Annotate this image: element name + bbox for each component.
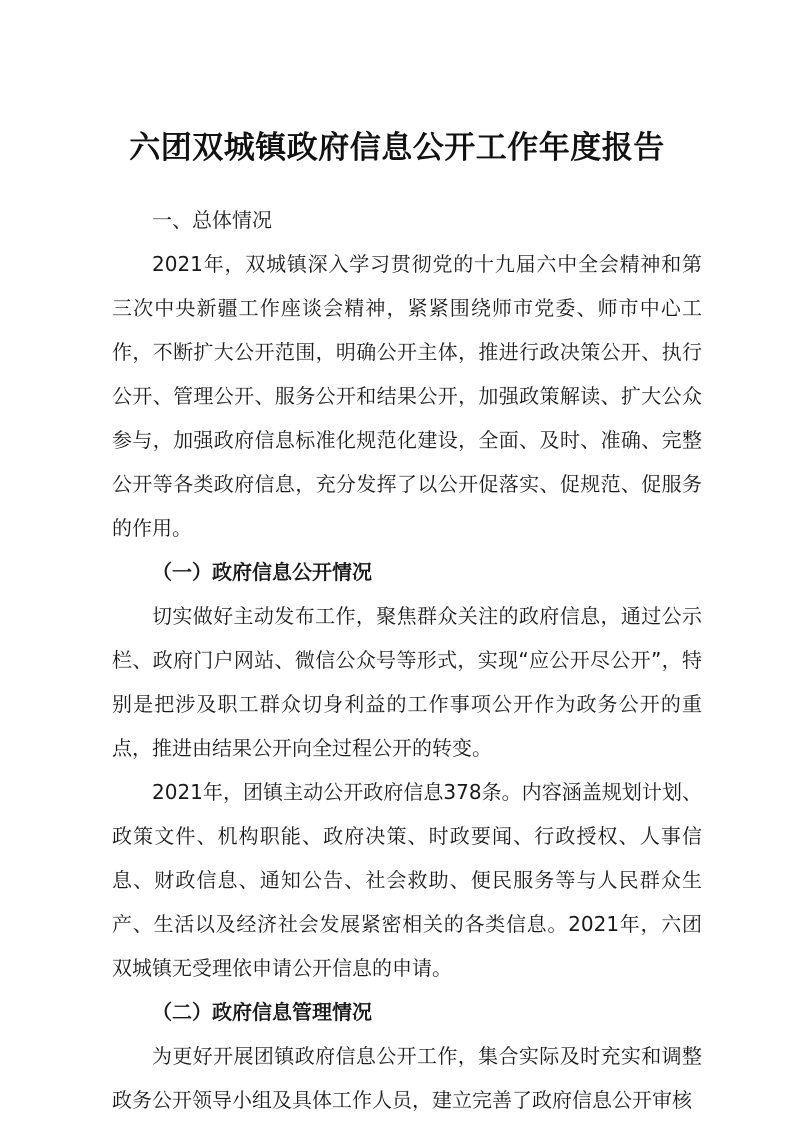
management-paragraph: 为更好开展团镇政府信息公开工作，集合实际及时充实和调整政务公开领导小组及具体工作人员，建立完善了政府信息公开审核	[112, 1044, 702, 1112]
disclosure-paragraph-2: 2021年，团镇主动公开政府信息378条。内容涵盖规划计划、政策文件、机构职能、政府决策、时政要闻、行政授权、人事信息、财政信息、通知公告、社会救助、便民服务等与人民群众生产、生活以及经济社会发展紧密相关的各类信息。2021年，六团双城镇无受理依申请公开信息的申请。	[112, 780, 702, 980]
overview-paragraph: 2021年，双城镇深入学习贯彻党的十九届六中全会精神和第三次中央新疆工作座谈会精神，紧紧围绕师市党委、师市中心工作，不断扩大公开范围，明确公开主体，推进行政决策公开、执行公开、管理公开、服务公开和结果公开，加强政策解读、扩大公众参与，加强政府信息标准化规范化建设，全面、及时、准确、完整公开等各类政府信息，充分发挥了以公开促落实、促规范、促服务的作用。	[112, 252, 702, 540]
document-title: 六团双城镇政府信息公开工作年度报告	[129, 130, 665, 166]
section-heading-overview: 一、总体情况	[152, 208, 272, 232]
section-heading-disclosure: （一）政府信息公开情况	[152, 560, 372, 584]
disclosure-paragraph-1: 切实做好主动发布工作，聚焦群众关注的政府信息，通过公示栏、政府门户网站、微信公众号等形式，实现“应公开尽公开”，特别是把涉及职工群众切身利益的工作事项公开作为政务公开的重点，推进由结果公开向全过程公开的转变。	[112, 604, 702, 760]
section-heading-management: （二）政府信息管理情况	[152, 1000, 372, 1024]
document-body	[112, 198, 702, 1122]
